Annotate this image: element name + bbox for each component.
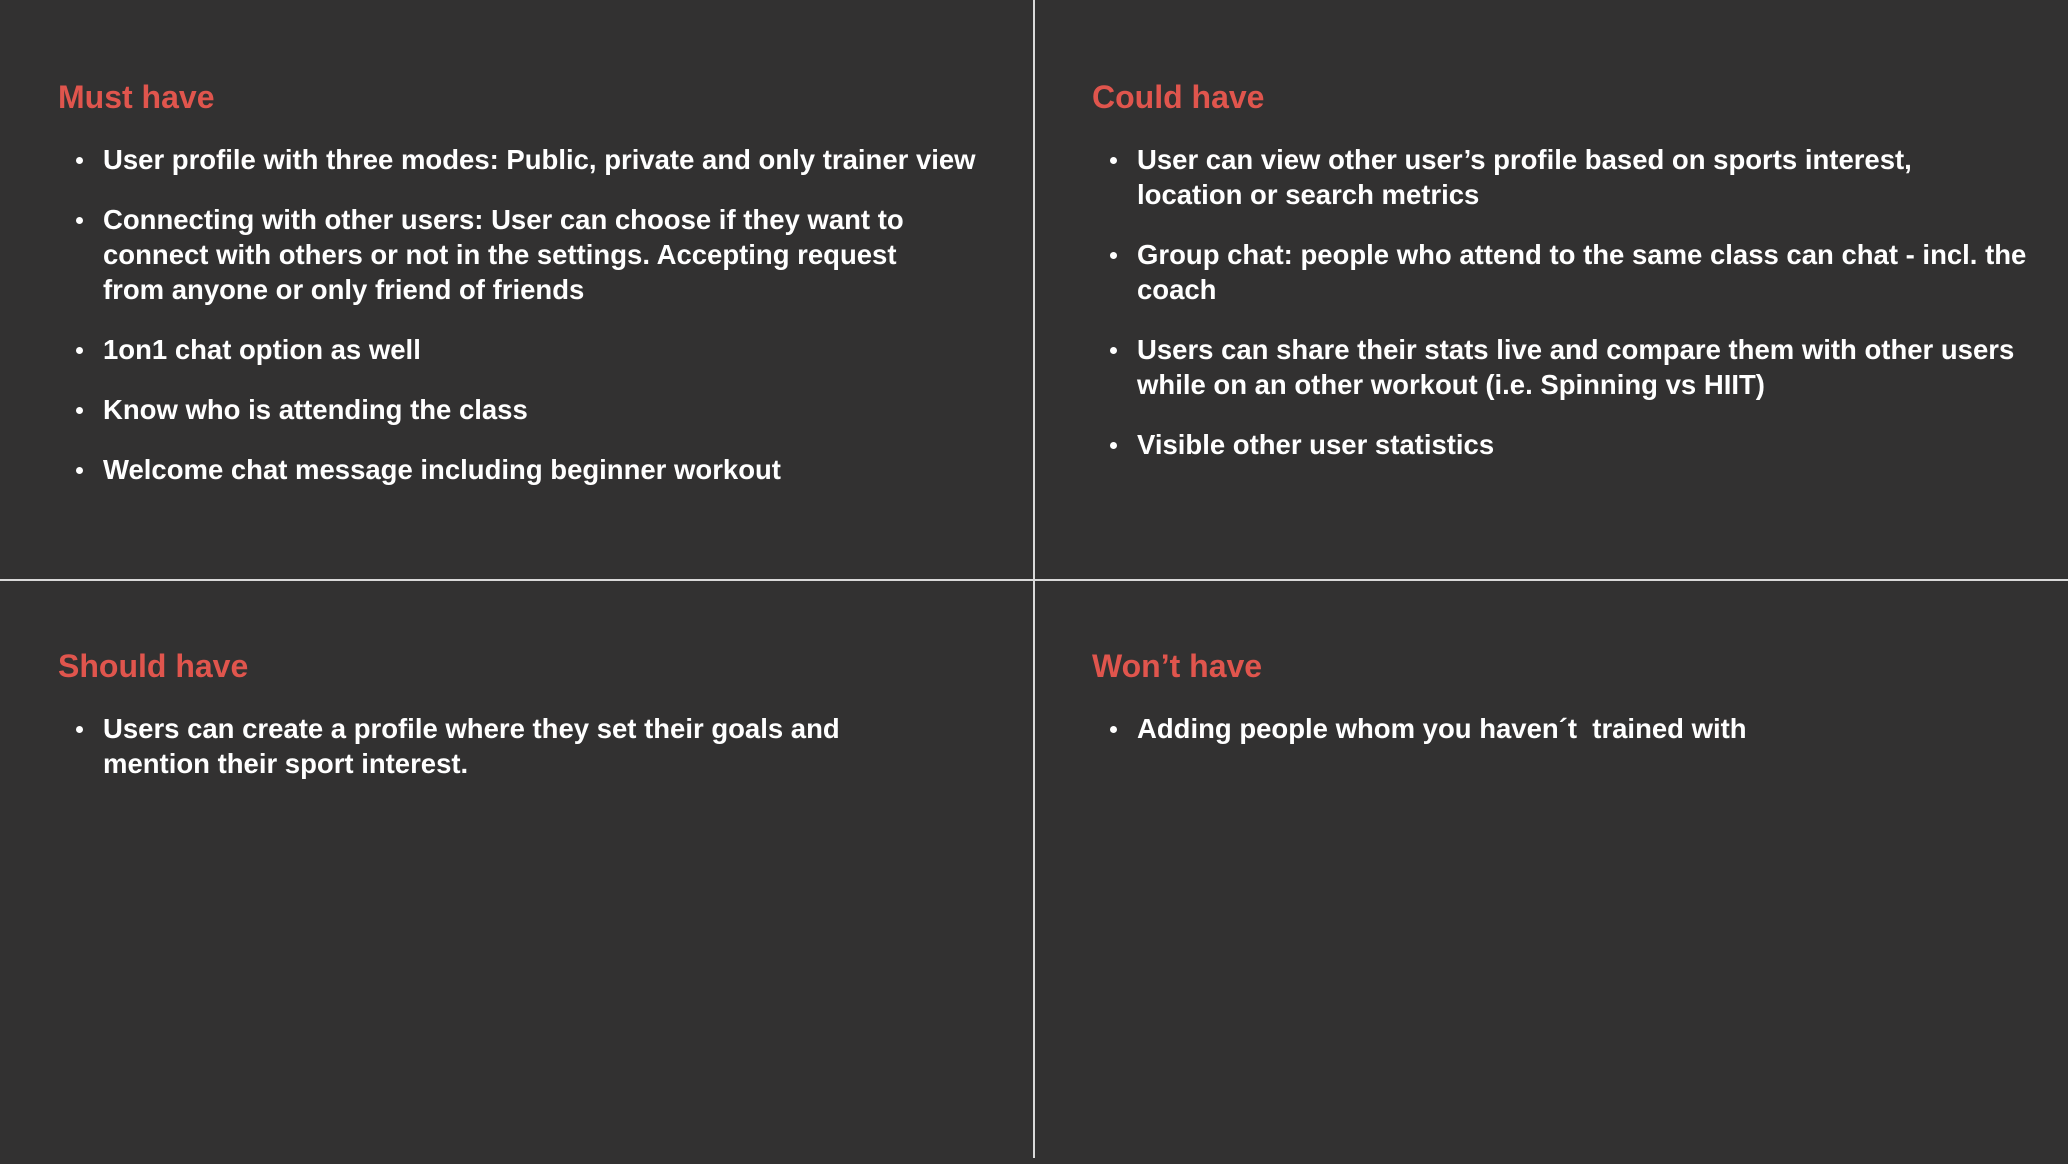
list-item: User can view other user’s profile based on sports interest, location or search metrics bbox=[1092, 142, 2017, 212]
could-have-title: Could have bbox=[1092, 79, 1265, 115]
must-have-quadrant bbox=[58, 76, 1018, 512]
must-have-title: Must have bbox=[58, 79, 215, 115]
should-have-quadrant bbox=[58, 645, 1018, 806]
wont-have-quadrant bbox=[1092, 645, 2032, 771]
list-item: Connecting with other users: User can choose if they want to connect with others or not in the settings. Accepting request from anyone or only friend of friends bbox=[58, 202, 958, 307]
list-item: User profile with three modes: Public, private and only trainer view bbox=[58, 142, 1018, 177]
list-item: Visible other user statistics bbox=[1092, 427, 2032, 462]
could-have-quadrant bbox=[1092, 76, 2032, 487]
could-have-list bbox=[1092, 142, 2032, 462]
should-have-list bbox=[58, 711, 1018, 781]
list-item: Adding people whom you haven´t trained with bbox=[1092, 711, 2032, 746]
must-have-list bbox=[58, 142, 1018, 487]
list-item: Users can create a profile where they set their goals and mention their sport interest. bbox=[58, 711, 923, 781]
wont-have-list bbox=[1092, 711, 2032, 746]
list-item: Welcome chat message including beginner workout bbox=[58, 452, 1018, 487]
list-item: Users can share their stats live and compare them with other users while on an other workout (i.e. Spinning vs HIIT) bbox=[1092, 332, 2017, 402]
list-item: Group chat: people who attend to the same class can chat - incl. the coach bbox=[1092, 237, 2032, 307]
horizontal-divider bbox=[0, 579, 2068, 581]
wont-have-title: Won’t have bbox=[1092, 648, 1263, 684]
list-item: 1on1 chat option as well bbox=[58, 332, 1018, 367]
list-item: Know who is attending the class bbox=[58, 392, 1018, 427]
should-have-title: Should have bbox=[58, 648, 249, 684]
